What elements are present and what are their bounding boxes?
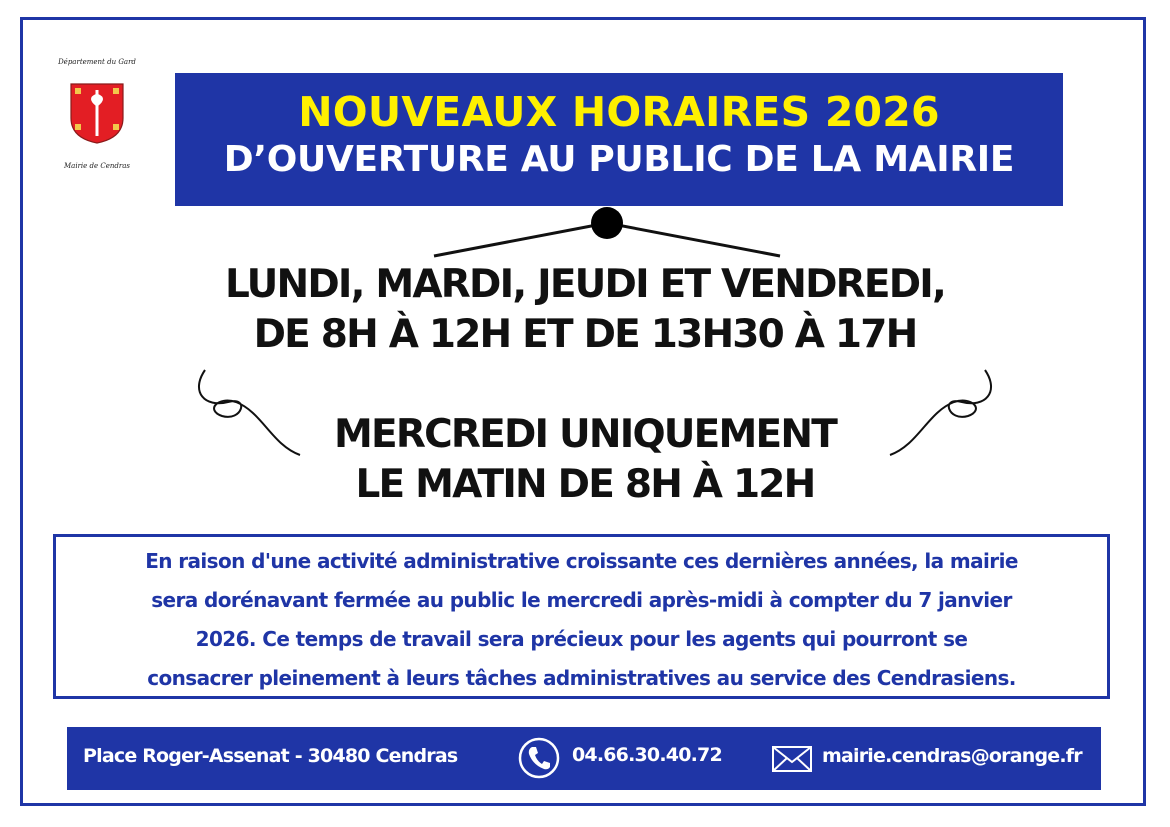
notice-line: 2026. Ce temps de travail sera précieux pour les agents qui pourront se bbox=[195, 627, 968, 651]
notice-line: consacrer pleinement à leurs tâches administratives au service des Cendrasiens. bbox=[147, 666, 1016, 690]
hanger-line-right bbox=[607, 223, 780, 256]
title-line-2: D’OUVERTURE AU PUBLIC DE LA MAIRIE bbox=[223, 139, 1015, 180]
department-label: Département du Gard bbox=[58, 58, 136, 66]
hanger-line-left bbox=[434, 223, 607, 256]
weekday-hours bbox=[100, 260, 1070, 360]
wednesday-hours bbox=[235, 410, 935, 510]
notice-line: En raison d'une activité administrative croissante ces dernières années, la mairie bbox=[145, 549, 1018, 573]
contact-footer bbox=[67, 727, 1101, 790]
wednesday-hours-line-2: LE MATIN DE 8H À 12H bbox=[355, 462, 815, 507]
weekday-hours-line-2: DE 8H À 12H ET DE 13H30 À 17H bbox=[253, 312, 917, 357]
notice-line: sera dorénavant fermée au public le mercredi après-midi à compter du 7 janvier bbox=[151, 588, 1012, 612]
weekday-hours-line-1: LUNDI, MARDI, JEUDI ET VENDREDI, bbox=[224, 262, 946, 307]
notice-box bbox=[53, 534, 1110, 699]
wednesday-hours-line-1: MERCREDI UNIQUEMENT bbox=[333, 412, 836, 457]
title-line-1: NOUVEAUX HORAIRES 2026 bbox=[298, 88, 940, 136]
email-address[interactable]: mairie.cendras@orange.fr bbox=[822, 745, 1082, 767]
envelope-icon bbox=[771, 745, 813, 773]
phone-number[interactable]: 04.66.30.40.72 bbox=[572, 744, 722, 766]
hanger-dot bbox=[591, 207, 623, 239]
mairie-label: Mairie de Cendras bbox=[64, 162, 130, 170]
phone-icon bbox=[517, 736, 561, 780]
address-text: Place Roger-Assenat - 30480 Cendras bbox=[83, 745, 458, 767]
